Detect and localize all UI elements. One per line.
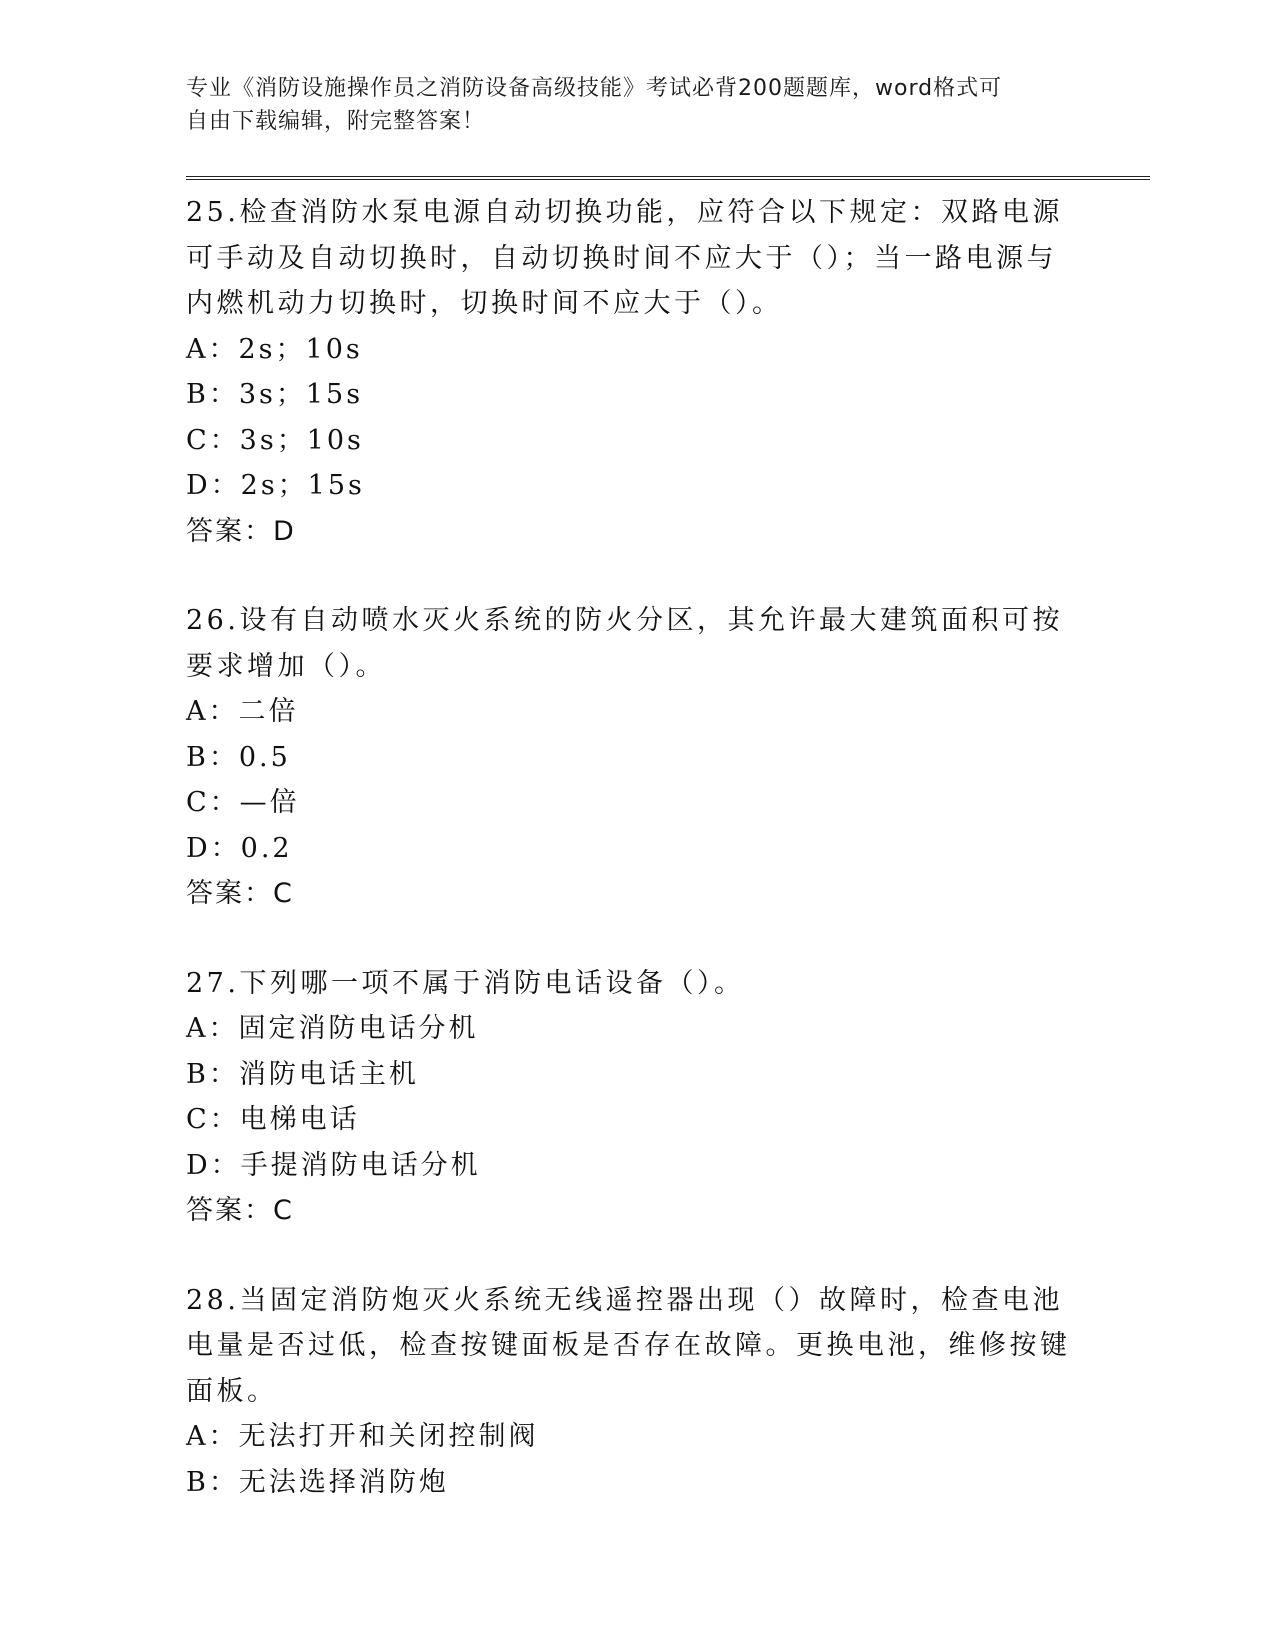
option-c: C：电梯电话	[186, 1104, 360, 1135]
answer-text: 答案：D	[186, 515, 296, 547]
option-d: D：2s；15s	[186, 470, 365, 501]
question-26	[186, 598, 1086, 917]
header-line-2: 自由下载编辑，附完整答案！	[186, 109, 486, 134]
header-divider	[186, 176, 1150, 180]
option-a: A：二倍	[186, 696, 299, 727]
option-d: D：手提消防电话分机	[186, 1149, 481, 1181]
option-c: C：3s；10s	[186, 424, 364, 456]
question-27	[186, 961, 1086, 1234]
question-list	[186, 190, 1086, 1549]
document-header	[186, 72, 1066, 138]
answer-text: 答案：C	[186, 1195, 294, 1226]
question-28	[186, 1278, 1086, 1506]
option-a: A：无法打开和关闭控制阀	[186, 1421, 539, 1452]
option-a: A：2s；10s	[186, 333, 363, 365]
option-b: B：3s；15s	[186, 379, 364, 410]
question-stem: 27.下列哪一项不属于消防电话设备（）。	[186, 967, 745, 999]
question-stem: 28.当固定消防炮灭火系统无线遥控器出现（）故障时，检查电池电量是否过低，检查按键面板是否存在故障。更换电池，维修按键面板。	[186, 1284, 1071, 1407]
option-b: B：消防电话主机	[186, 1058, 419, 1090]
question-stem: 25.检查消防水泵电源自动切换功能，应符合以下规定：双路电源可手动及自动切换时，自动切换时间不应大于（）；当一路电源与内燃机动力切换时，切换时间不应大于（）。	[186, 197, 1063, 319]
question-stem: 26.设有自动喷水灭火系统的防火分区，其允许最大建筑面积可按要求增加（）。	[186, 605, 1063, 682]
option-b: B：无法选择消防炮	[186, 1466, 449, 1498]
option-c: C：—倍	[186, 787, 300, 818]
header-line-1: 专业《消防设施操作员之消防设备高级技能》考试必背200题题库，word格式可	[186, 76, 1003, 101]
answer-text: 答案：C	[186, 878, 294, 909]
option-b: B：0.5	[186, 741, 291, 773]
question-25	[186, 190, 1086, 554]
option-d: D：0.2	[186, 832, 293, 864]
option-a: A：固定消防电话分机	[186, 1013, 479, 1044]
